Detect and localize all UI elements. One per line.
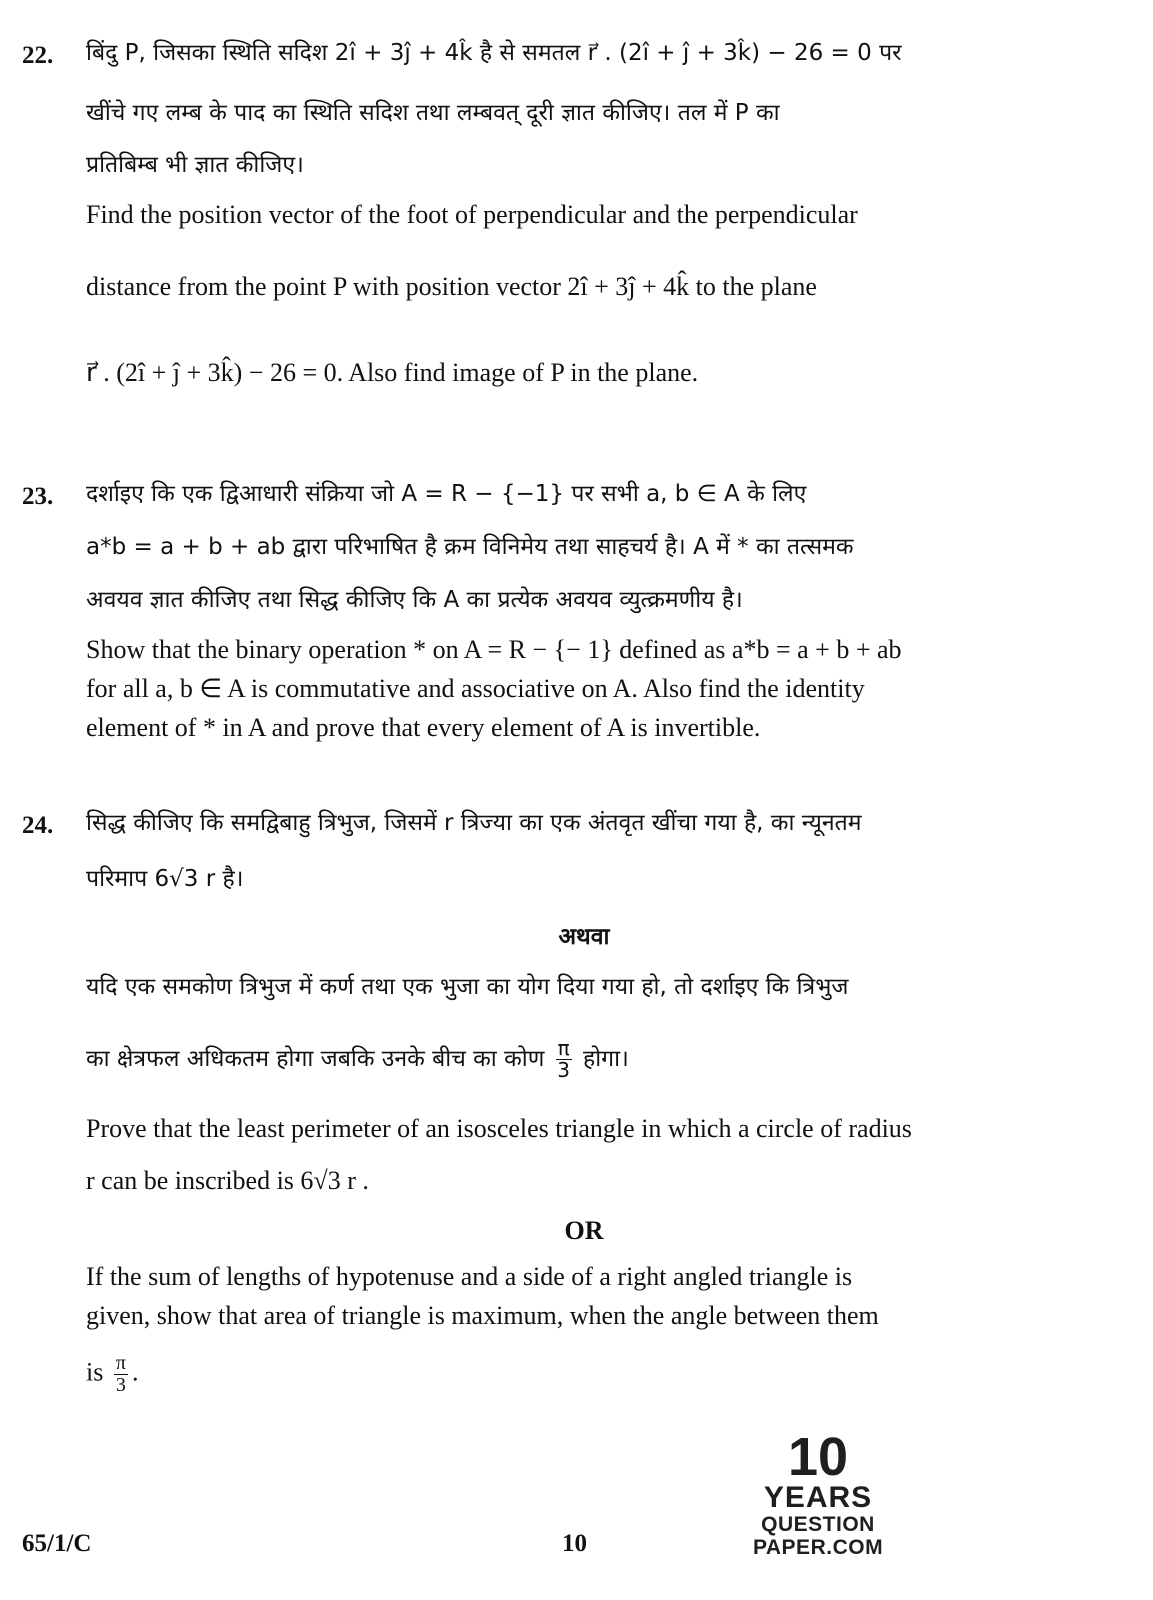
fraction-denominator: 3 [557, 1058, 571, 1082]
or-hindi: अथवा [558, 924, 610, 950]
hindi-line-with-fraction [86, 1038, 1082, 1116]
hindi-line: a*b = a + b + ab द्वारा परिभाषित है क्रम विनिमेय तथा साहचर्य है। A में * का तत्समक [86, 534, 854, 560]
logo-number: 10 [787, 1427, 849, 1487]
english-line: element of * in A and prove that every element of A is invertible. [86, 713, 761, 742]
question-number: 23. [22, 483, 54, 510]
fraction-pi-over-3 [556, 1038, 572, 1081]
english-line: distance from the point P with position vector 2î + 3ĵ + 4k̂ to the plane [86, 272, 817, 301]
english-line: If the sum of lengths of hypotenuse and a side of a right angled triangle is [86, 1262, 853, 1291]
english-line-with-fraction [86, 1353, 1082, 1409]
page-number: 10 [562, 1530, 587, 1557]
english-line: Prove that the least perimeter of an isosceles triangle in which a circle of radius [86, 1114, 912, 1143]
english-line: Find the position vector of the foot of perpendicular and the perpendicular [86, 200, 858, 229]
hindi-line: परिमाप 6√3 r है। [86, 866, 244, 892]
hindi-line: खींचे गए लम्ब के पाद का स्थिति सदिश तथा लम्बवत् दूरी ज्ञात कीजिए। तल में P का [86, 100, 780, 126]
hindi-line: दर्शाइए कि एक द्विआधारी संक्रिया जो A = R − {−1} पर सभी a, b ∈ A के लिए [86, 481, 807, 507]
question-24 [22, 812, 1082, 1409]
english-line: for all a, b ∈ A is commutative and associative on A. Also find the identity [86, 674, 865, 703]
paper-code: 65/1/C [22, 1530, 92, 1557]
logo-years: YEARS [763, 1481, 873, 1515]
question-body [86, 483, 1082, 754]
hindi-line: बिंदु P, जिसका स्थिति सदिश 2î + 3ĵ + 4k̂ है से समतल r⃗ . (2î + ĵ + 3k̂) − 26 = 0 पर [86, 40, 902, 66]
question-22 [22, 42, 1082, 400]
hindi-line: अवयव ज्ञात कीजिए तथा सिद्ध कीजिए कि A का प्रत्येक अवयव व्युत्क्रमणीय है। [86, 587, 743, 613]
end-dot: . [131, 1357, 139, 1387]
question-body [86, 42, 1082, 400]
english-line: r can be inscribed is 6√3 r . [86, 1166, 369, 1195]
english-text: is [86, 1357, 104, 1387]
hindi-text: होगा। [583, 1046, 629, 1072]
hindi-line: प्रतिबिम्ब भी ज्ञात कीजिए। [86, 152, 304, 178]
fraction-denominator: 3 [115, 1374, 126, 1396]
question-number: 24. [22, 812, 54, 839]
english-line: Show that the binary operation * on A = R − {− 1} defined as a*b = a + b + ab [86, 635, 902, 664]
fraction-pi-over-3 [114, 1353, 128, 1396]
english-line: r⃗ . (2î + ĵ + 3k̂) − 26 = 0. Also find image of P in the plane. [86, 358, 699, 387]
english-line: given, show that area of triangle is maximum, when the angle between them [86, 1301, 879, 1330]
fraction-numerator: π [557, 1036, 570, 1060]
question-23 [22, 483, 1082, 754]
hindi-line: यदि एक समकोण त्रिभुज में कर्ण तथा एक भुजा का योग दिया गया हो, तो दर्शाइए कि त्रिभुज [86, 974, 849, 1000]
or-english: OR [564, 1216, 604, 1245]
logo-site: QUESTION PAPER.COM [752, 1513, 884, 1560]
question-body [86, 812, 1082, 1409]
hindi-line: सिद्ध कीजिए कि समद्विबाहु त्रिभुज, जिसमें r त्रिज्या का एक अंतवृत खींचा गया है, का न्यूनतम [86, 810, 862, 836]
site-logo [700, 1427, 936, 1560]
question-number: 22. [22, 42, 54, 69]
fraction-numerator: π [115, 1352, 126, 1374]
hindi-text: का क्षेत्रफल अधिकतम होगा जबकि उनके बीच का कोण [86, 1046, 545, 1072]
